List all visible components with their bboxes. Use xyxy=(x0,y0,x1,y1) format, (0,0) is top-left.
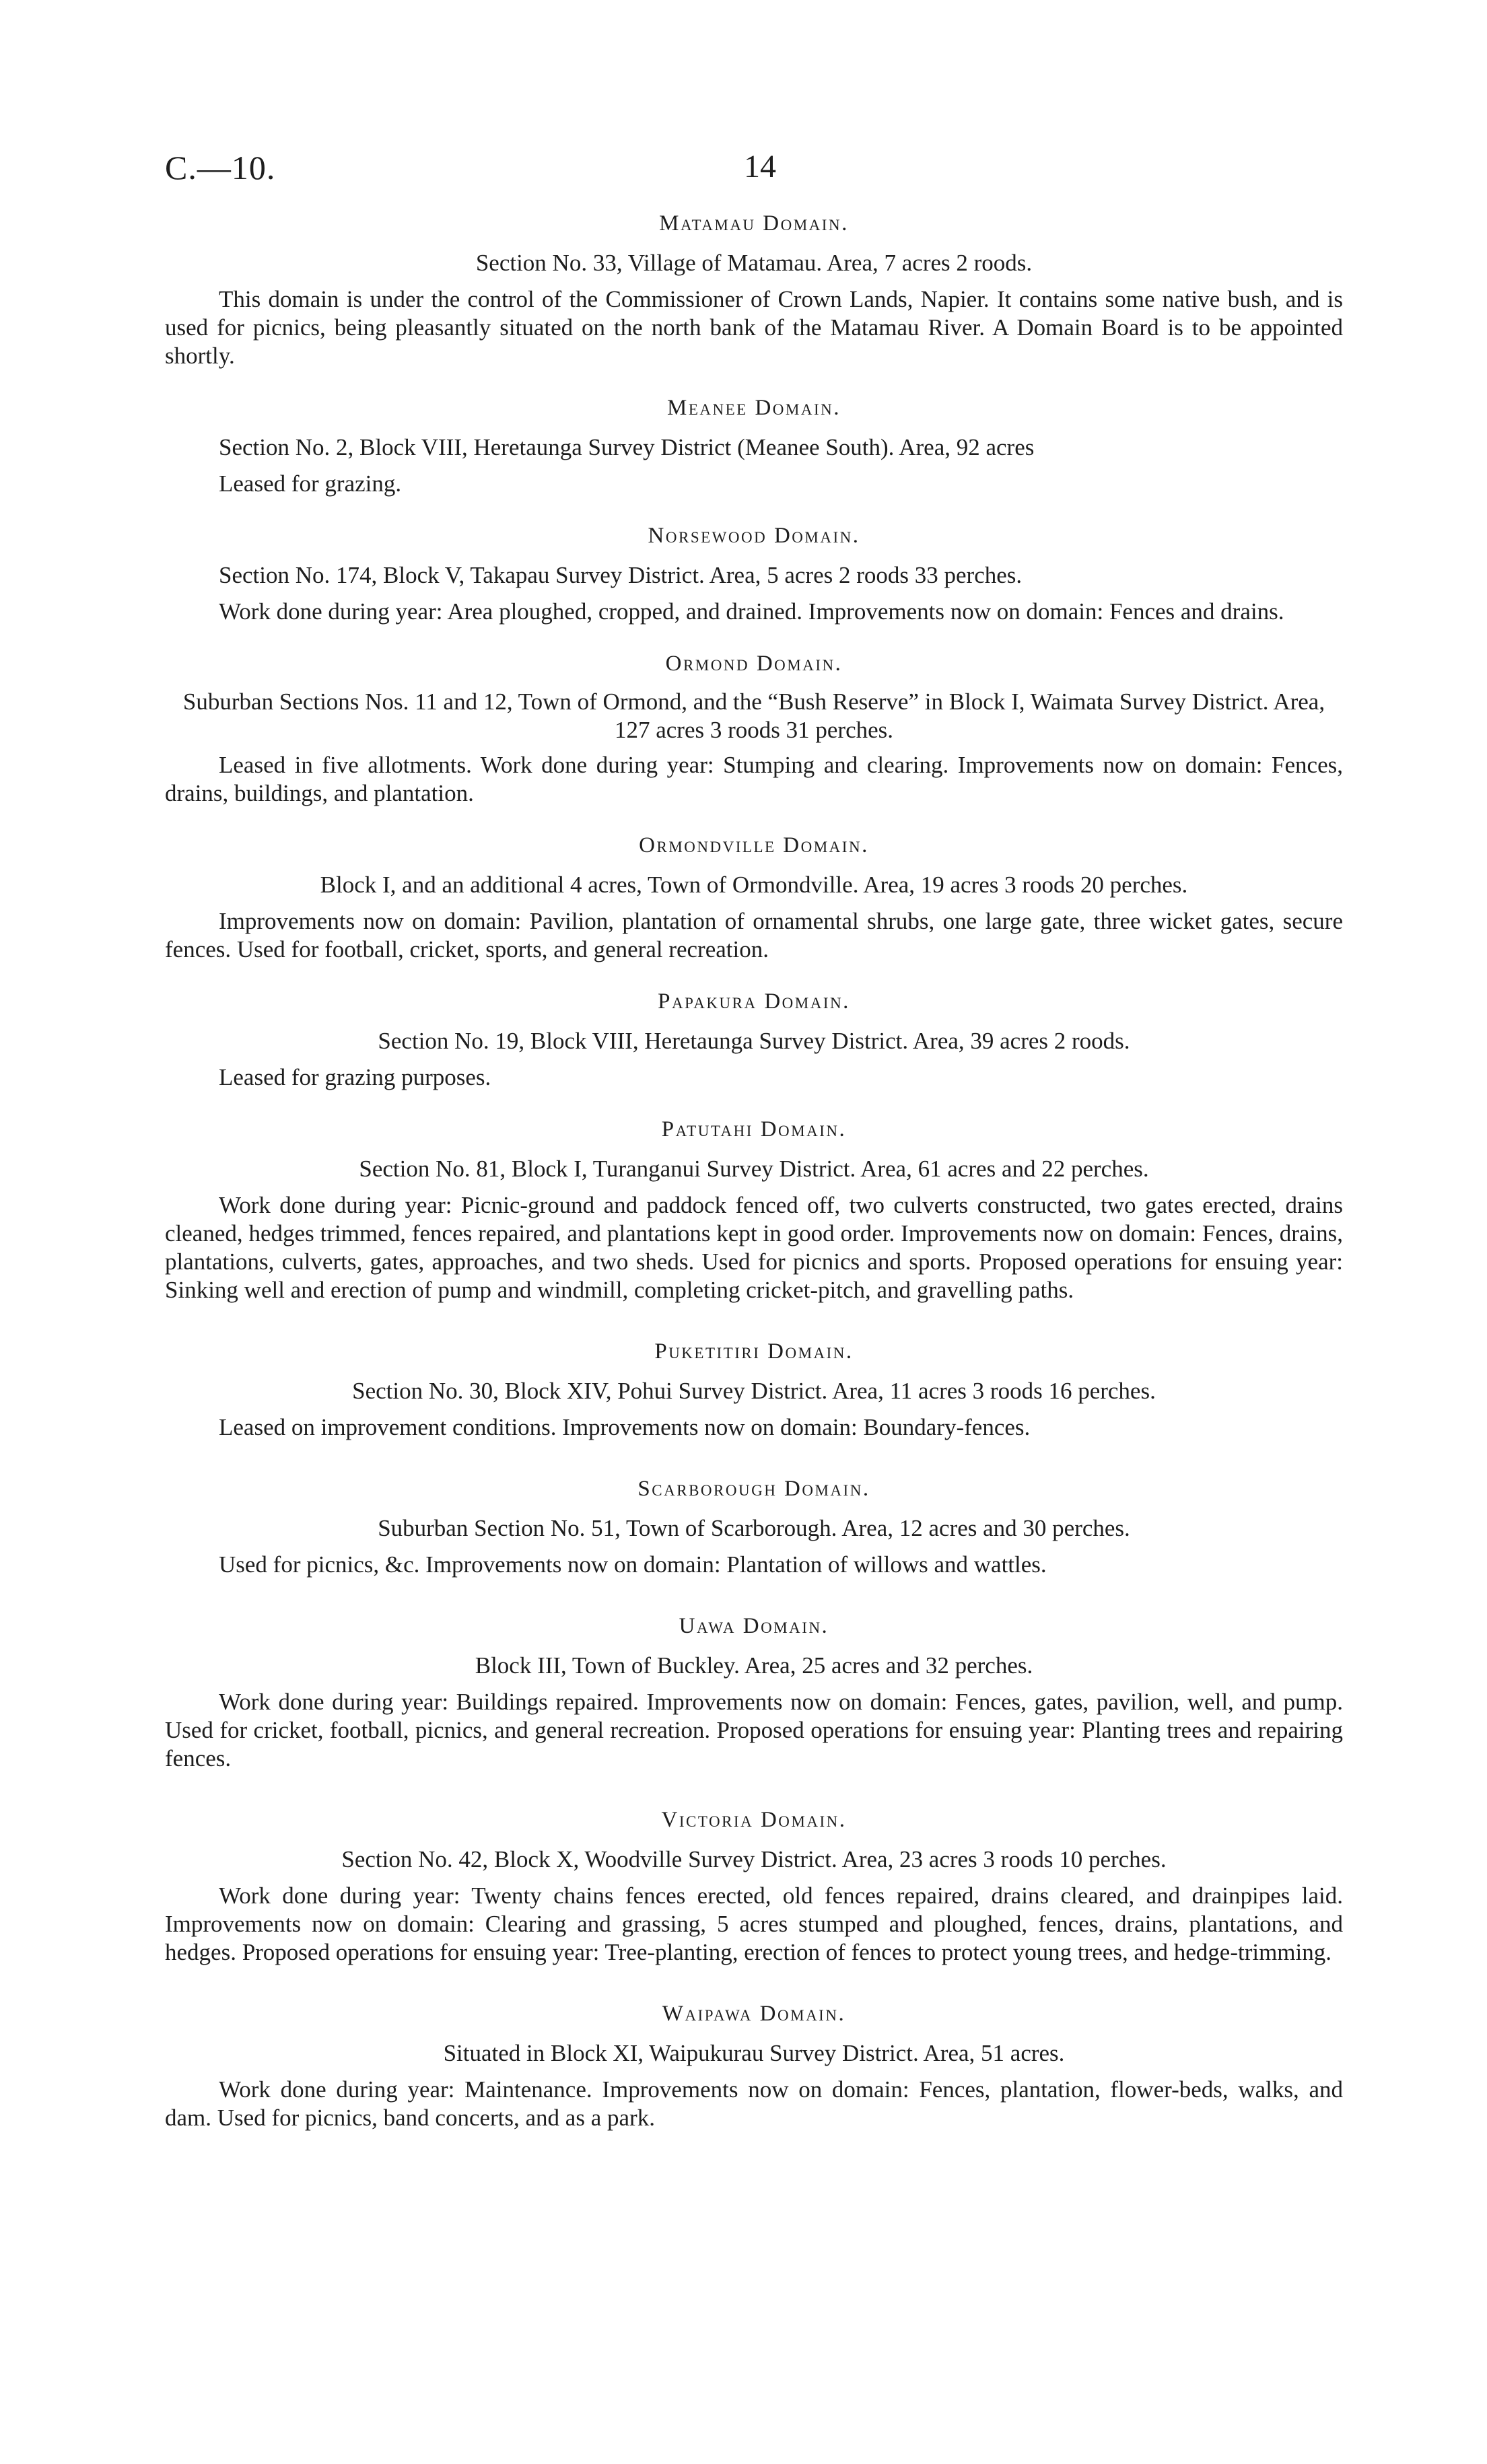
domain-entry-meanee xyxy=(165,393,1343,498)
page-number: 14 xyxy=(744,149,776,184)
domain-description: Used for picnics, &c. Improvements now on domain: Plantation of willows and wattles. xyxy=(219,1551,1047,1578)
domain-entry-norsewood xyxy=(165,521,1343,626)
domain-entry-matamau xyxy=(165,209,1343,370)
domain-heading: Puketitiri Domain. xyxy=(654,1339,854,1364)
domain-entry-ormondville xyxy=(165,831,1343,964)
domain-heading: Papakura Domain. xyxy=(658,989,850,1014)
domain-description: Work done during year: Picnic-ground and paddock fenced off, two culverts constructed, two gates erected, drains cleaned, hedges trimmed, fences repaired, and plantations kept in good order. Improvements now on domain: Fences, drains, plantations, culverts, gates, approaches, and two sheds. Used for picnics and sports. Proposed operations for ensuing year: Sinking well and erection of pump and windmill, completing cricket-pitch, and gravelling paths. xyxy=(165,1192,1343,1303)
domain-section-line: Situated in Block XI, Waipukurau Survey District. Area, 51 acres. xyxy=(443,2040,1065,2066)
domain-section-line: Section No. 81, Block I, Turanganui Survey District. Area, 61 acres and 22 perches. xyxy=(359,1156,1149,1182)
domain-section-line: Section No. 174, Block V, Takapau Survey District. Area, 5 acres 2 roods 33 perches. xyxy=(219,562,1023,588)
domain-entry-papakura xyxy=(165,987,1343,1092)
domain-heading: Ormond Domain. xyxy=(665,652,843,676)
domain-description: Work done during year: Twenty chains fences erected, old fences repaired, drains cleared, and drainpipes laid. Improvements now on domain: Clearing and grassing, 5 acres stumped and ploughed, fences, drains, plantations, and hedges. Proposed operations for ensuing year: Tree-planting, erection of fences to protect young trees, and hedge-trimming. xyxy=(165,1882,1343,1965)
domain-entry-patutahi xyxy=(165,1115,1343,1304)
document-page xyxy=(165,148,1343,2132)
domain-description: This domain is under the control of the Commissioner of Crown Lands, Napier. It contains some native bush, and is used for picnics, being pleasantly situated on the north bank of the Matamau River. A Domain Board is to be appointed shortly. xyxy=(165,286,1343,369)
domain-entry-victoria xyxy=(165,1805,1343,1967)
domain-description: Leased for grazing. xyxy=(219,470,402,497)
domain-description: Work done during year: Buildings repaired. Improvements now on domain: Fences, gates, pavilion, well, and pump. Used for cricket, football, picnics, and general recreation. Proposed operations for ensuing year: Planting trees and repairing fences. xyxy=(165,1689,1343,1771)
domain-entry-puketitiri xyxy=(165,1337,1343,1442)
domain-section-line: Section No. 42, Block X, Woodville Survey District. Area, 23 acres 3 roods 10 perches. xyxy=(341,1846,1167,1872)
domain-entry-ormond xyxy=(165,649,1343,808)
document-reference: C.—10. xyxy=(165,149,276,186)
domain-heading: Matamau Domain. xyxy=(659,211,849,236)
domain-heading: Meanee Domain. xyxy=(667,396,841,420)
domain-heading: Scarborough Domain. xyxy=(637,1477,870,1501)
domain-section-line: Block III, Town of Buckley. Area, 25 acres and 32 perches. xyxy=(475,1652,1033,1679)
domain-section-line: Section No. 33, Village of Matamau. Area, 7 acres 2 roods. xyxy=(475,250,1033,276)
domain-entry-scarborough xyxy=(165,1474,1343,1579)
domain-section-line: Section No. 2, Block VIII, Heretaunga Survey District (Meanee South). Area, 92 acres xyxy=(219,434,1035,460)
domain-description: Leased on improvement conditions. Improvements now on domain: Boundary-fences. xyxy=(219,1414,1031,1440)
domain-heading: Uawa Domain. xyxy=(679,1614,829,1638)
domain-heading: Ormondville Domain. xyxy=(639,833,869,857)
domain-description: Improvements now on domain: Pavilion, plantation of ornamental shrubs, one large gate, three wicket gates, secure fences. Used for football, cricket, sports, and general recreation. xyxy=(165,908,1343,962)
page-header xyxy=(165,148,1343,209)
domain-section-line: Suburban Sections Nos. 11 and 12, Town of Ormond, and the “Bush Reserve” in Block I, Waimata Survey District. Area, 127 acres 3 roods 31 perches. xyxy=(182,689,1325,743)
domain-heading: Waipawa Domain. xyxy=(662,2002,846,2026)
domain-heading: Patutahi Domain. xyxy=(661,1117,847,1141)
domain-description: Work done during year: Area ploughed, cropped, and drained. Improvements now on domain: Fences and drains. xyxy=(219,598,1284,625)
domain-section-line: Block I, and an additional 4 acres, Town of Ormondville. Area, 19 acres 3 roods 20 perches. xyxy=(320,872,1188,898)
domain-description: Leased in five allotments. Work done during year: Stumping and clearing. Improvements now on domain: Fences, drains, buildings, and plantation. xyxy=(165,752,1343,806)
domain-description: Leased for grazing purposes. xyxy=(219,1064,491,1090)
domain-entry-waipawa xyxy=(165,1999,1343,2132)
domain-entry-uawa xyxy=(165,1611,1343,1773)
domain-section-line: Suburban Section No. 51, Town of Scarborough. Area, 12 acres and 30 perches. xyxy=(378,1515,1130,1541)
domain-section-line: Section No. 19, Block VIII, Heretaunga Survey District. Area, 39 acres 2 roods. xyxy=(378,1028,1130,1054)
domain-heading: Norsewood Domain. xyxy=(648,524,860,548)
domain-section-line: Section No. 30, Block XIV, Pohui Survey District. Area, 11 acres 3 roods 16 perches. xyxy=(352,1378,1156,1404)
domain-heading: Victoria Domain. xyxy=(661,1808,847,1832)
domain-description: Work done during year: Maintenance. Improvements now on domain: Fences, plantation, flower-beds, walks, and dam. Used for picnics, band concerts, and as a park. xyxy=(165,2076,1343,2131)
